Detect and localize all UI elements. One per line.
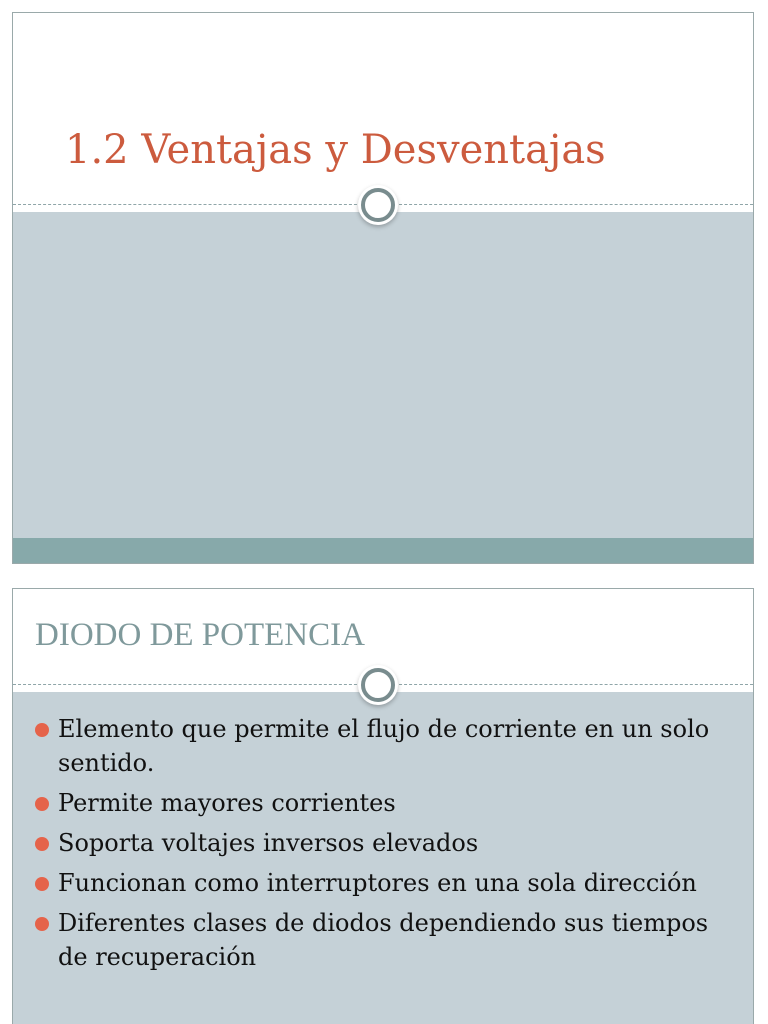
slide-1-title: 1.2 Ventajas y Desventajas [65,127,606,173]
bullet-dot-icon [35,723,49,737]
bullet-text: Funcionan como interruptores en una sola dirección [58,869,697,897]
circle-ornament-icon [361,668,395,702]
bullet-text: Elemento que permite el flujo de corriente en un solo sentido. [58,715,710,777]
bullet-dot-icon [35,917,49,931]
bullet-dot-icon [35,877,49,891]
slide-2-title: DIODO DE POTENCIA [35,617,365,653]
slide-1-title-area [13,13,753,205]
bullet-list [35,712,745,980]
bullet-item [35,866,745,900]
bullet-text: Soporta voltajes inversos elevados [58,829,479,857]
bullet-item [35,826,745,860]
circle-ornament-icon [361,188,395,222]
bullet-dot-icon [35,797,49,811]
slide-1 [12,12,754,564]
bullet-item [35,786,745,820]
bullet-item [35,712,745,780]
bullet-text: Permite mayores corrientes [58,789,396,817]
bullet-dot-icon [35,837,49,851]
slide-1-content-area [13,212,753,538]
slide-2 [12,588,754,1024]
slide-1-footer-bar [13,538,753,564]
bullet-item [35,906,745,974]
slide-2-content-area [13,692,753,1024]
bullet-text: Diferentes clases de diodos dependiendo sus tiempos de recuperación [58,909,709,971]
